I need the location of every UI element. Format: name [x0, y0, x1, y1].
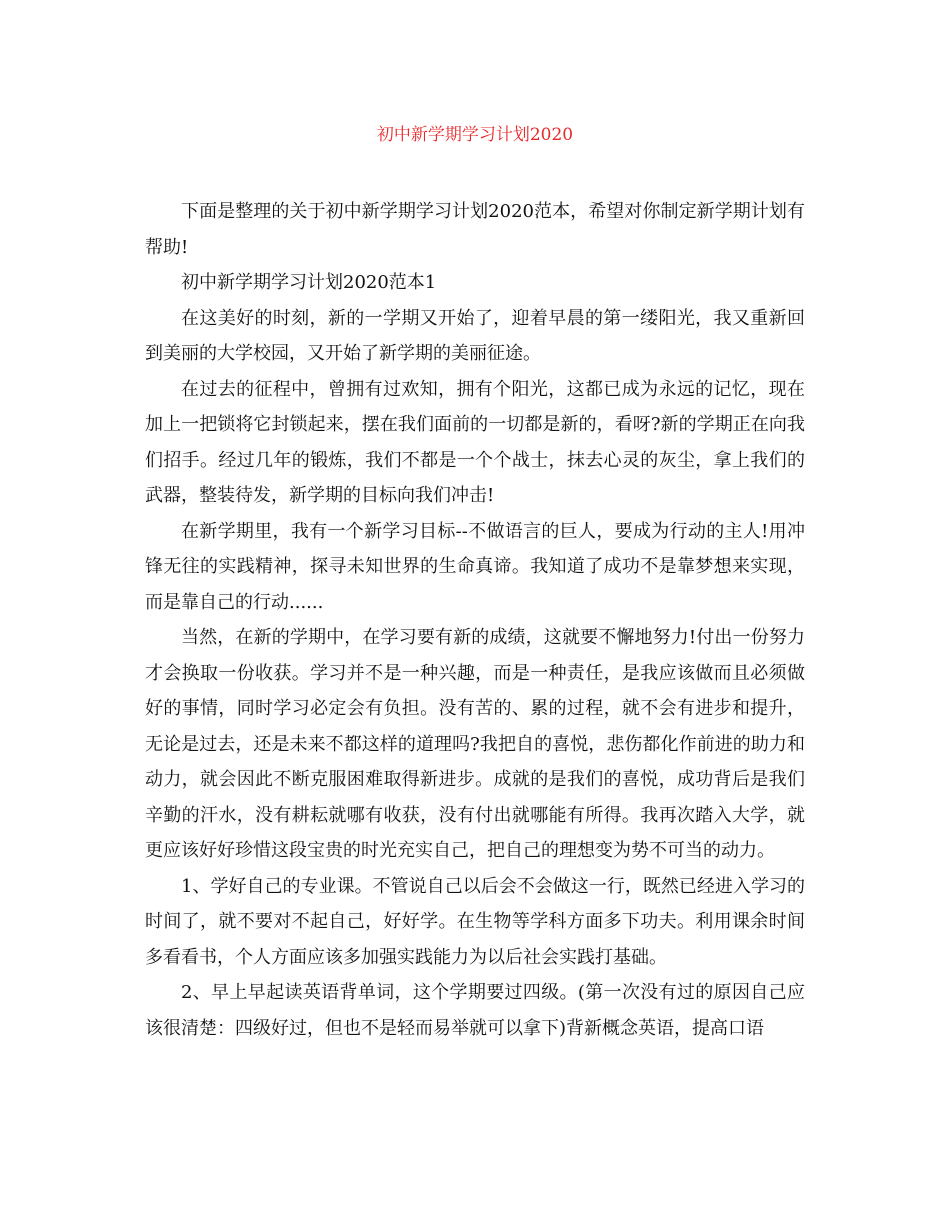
body-paragraph: 当然，在新的学期中，在学习要有新的成绩，这就要不懈地努力!付出一份努力才会换取一份收获。学习并不是一种兴趣，而是一种责任，是我应该做而且必须做好的事情，同时学习必定会有负担。没有苦的、累的过程，就不会有进步和提升，无论是过去，还是未来不都这样的道理吗?我把自的喜悦，悲伤都化作前进的助力和动力，就会因此不断克服困难取得新进步。成就的是我们的喜悦，成功背后是我们辛勤的汗水，没有耕耘就哪有收获，没有付出就哪能有所得。我再次踏入大学，就更应该好好珍惜这段宝贵的时光充实自己，把自己的理想变为势不可当的动力。: [145, 627, 805, 861]
document-title: 初中新学期学习计划2020: [376, 125, 574, 145]
document-body: [145, 194, 805, 1046]
body-paragraph: 在过去的征程中，曾拥有过欢知，拥有个阳光，这都已成为永远的记忆，现在加上一把锁将它封锁起来，摆在我们面前的一切都是新的，看呀?新的学期正在向我们招手。经过几年的锻炼，我们不都是一个个战士，抹去心灵的灰尘，拿上我们的武器，整装待发，新学期的目标向我们冲击!: [145, 378, 805, 506]
list-item-paragraph: 2、早上早起读英语背单词，这个学期要过四级。(第一次没有过的原因自己应该很清楚：四级好过，但也不是轻而易举就可以拿下)背新概念英语，提高口语: [145, 982, 805, 1039]
section-heading: 初中新学期学习计划2020范本1: [181, 272, 437, 293]
list-item-paragraph: 1、学好自己的专业课。不管说自己以后会不会做这一行，既然已经进入学习的时间了，就不要对不起自己，好好学。在生物等学科方面多下功夫。利用课余时间多看看书，个人方面应该多加强实践能力为以后社会实践打基础。: [145, 875, 805, 968]
intro-paragraph: 下面是整理的关于初中新学期学习计划2020范本，希望对你制定新学期计划有帮助!: [145, 201, 805, 258]
body-paragraph: 在这美好的时刻，新的一学期又开始了，迎着早晨的第一缕阳光，我又重新回到美丽的大学校园，又开始了新学期的美丽征途。: [145, 307, 805, 364]
body-paragraph: 在新学期里，我有一个新学习目标--不做语言的巨人，要成为行动的主人!用冲锋无往的实践精神，探寻未知世界的生命真谛。我知道了成功不是靠梦想来实现，而是靠自己的行动......: [145, 520, 805, 613]
